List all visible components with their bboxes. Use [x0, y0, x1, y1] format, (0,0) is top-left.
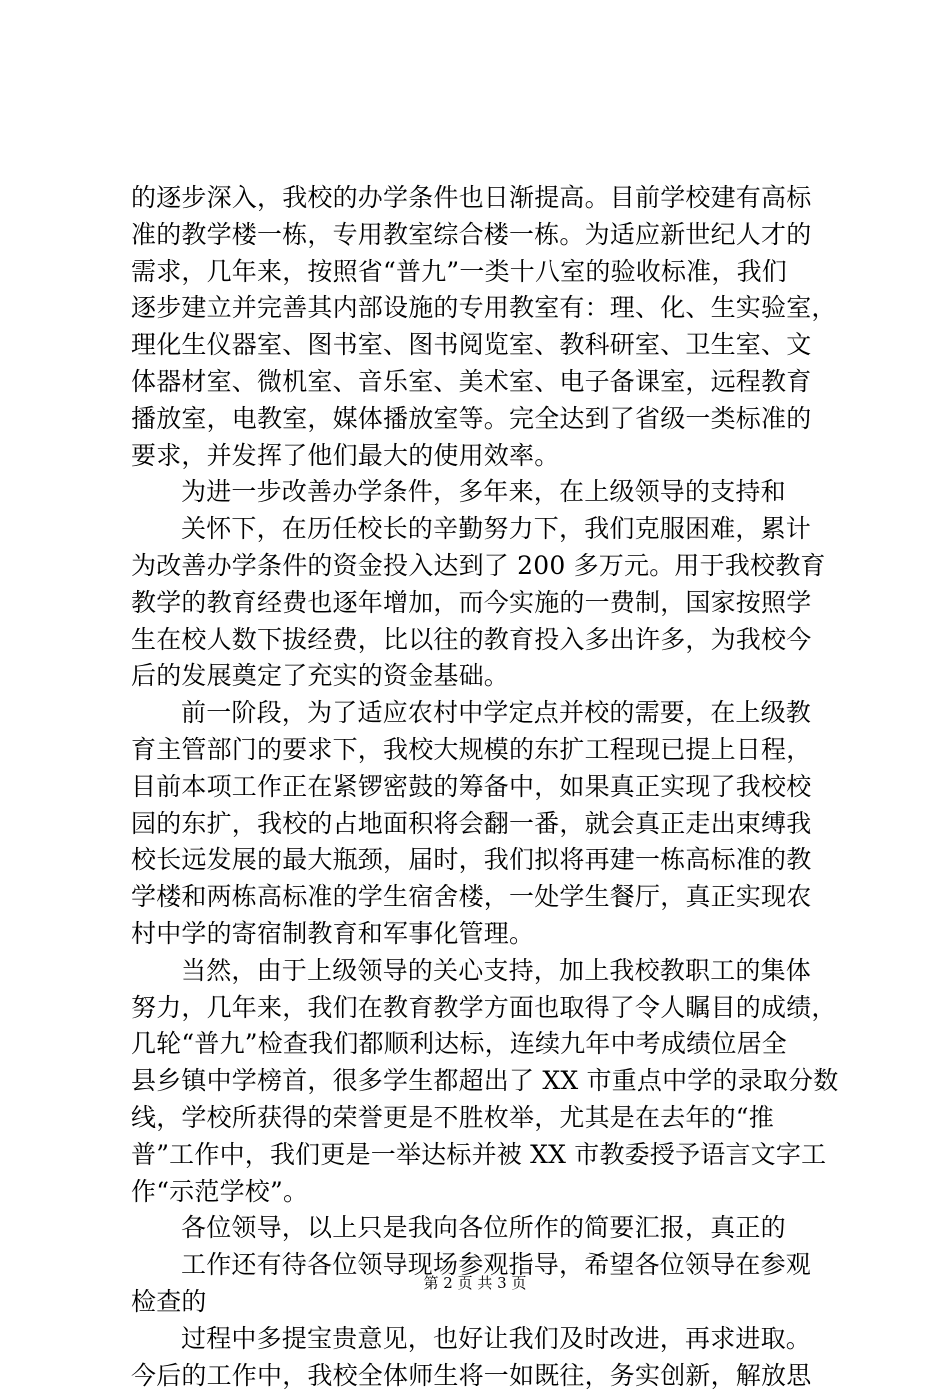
page-footer: 第 2 页 共 3 页 [0, 1273, 950, 1293]
text-line: 逐步建立并完善其内部设施的专用教室有：理、化、生实验室， [131, 290, 841, 327]
text-line: 普”工作中，我们更是一举达标并被 XX 市教委授予语言文字工 [131, 1137, 841, 1174]
text-line: 要求，并发挥了他们最大的使用效率。 [131, 438, 841, 475]
document-body [131, 180, 841, 1394]
text-line: 几轮“普九”检查我们都顺利达标，连续九年中考成绩位居全 [131, 1026, 841, 1063]
text-line: 育主管部门的要求下，我校大规模的东扩工程现已提上日程， [131, 732, 841, 769]
text-line: 过程中多提宝贵意见，也好让我们及时改进，再求进取。 [131, 1321, 841, 1358]
text-line: 学楼和两栋高标准的学生宿舍楼，一处学生餐厅，真正实现农 [131, 879, 841, 916]
text-line: 理化生仪器室、图书室、图书阅览室、教科研室、卫生室、文 [131, 327, 841, 364]
text-line: 今后的工作中，我校全体师生将一如既往，务实创新，解放思 [131, 1358, 841, 1394]
text-line: 线，学校所获得的荣誉更是不胜枚举，尤其是在去年的“推 [131, 1100, 841, 1137]
text-line: 播放室，电教室，媒体播放室等。完全达到了省级一类标准的 [131, 401, 841, 438]
text-line: 准的教学楼一栋，专用教室综合楼一栋。为适应新世纪人才的 [131, 217, 841, 254]
text-line: 为进一步改善办学条件，多年来，在上级领导的支持和 [131, 474, 841, 511]
text-line: 当然，由于上级领导的关心支持，加上我校教职工的集体 [131, 953, 841, 990]
text-line: 体器材室、微机室、音乐室、美术室、电子备课室，远程教育 [131, 364, 841, 401]
text-line: 关怀下，在历任校长的辛勤努力下，我们克服困难，累计 [131, 511, 841, 548]
text-line: 各位领导，以上只是我向各位所作的简要汇报，真正的 [131, 1210, 841, 1247]
text-line: 村中学的寄宿制教育和军事化管理。 [131, 916, 841, 953]
text-line: 作“示范学校”。 [131, 1174, 841, 1211]
text-line: 生在校人数下拔经费，比以往的教育投入多出许多，为我校今 [131, 622, 841, 659]
text-line: 检查的 [131, 1284, 841, 1321]
text-line: 的逐步深入，我校的办学条件也日渐提高。目前学校建有高标 [131, 180, 841, 217]
text-line: 县乡镇中学榜首，很多学生都超出了 XX 市重点中学的录取分数 [131, 1063, 841, 1100]
text-line: 园的东扩，我校的占地面积将会翻一番，就会真正走出束缚我 [131, 806, 841, 843]
text-line: 为改善办学条件的资金投入达到了 200 多万元。用于我校教育 [131, 548, 841, 585]
text-line: 努力，几年来，我们在教育教学方面也取得了令人瞩目的成绩， [131, 990, 841, 1027]
text-line: 前一阶段，为了适应农村中学定点并校的需要，在上级教 [131, 695, 841, 732]
text-line: 后的发展奠定了充实的资金基础。 [131, 658, 841, 695]
text-line: 需求，几年来，按照省“普九”一类十八室的验收标准，我们 [131, 254, 841, 291]
text-line: 工作还有待各位领导现场参观指导，希望各位领导在参观 [131, 1247, 841, 1284]
text-line: 校长远发展的最大瓶颈，届时，我们拟将再建一栋高标准的教 [131, 842, 841, 879]
text-line: 教学的教育经费也逐年增加，而今实施的一费制，国家按照学 [131, 585, 841, 622]
text-line: 目前本项工作正在紧锣密鼓的筹备中，如果真正实现了我校校 [131, 769, 841, 806]
